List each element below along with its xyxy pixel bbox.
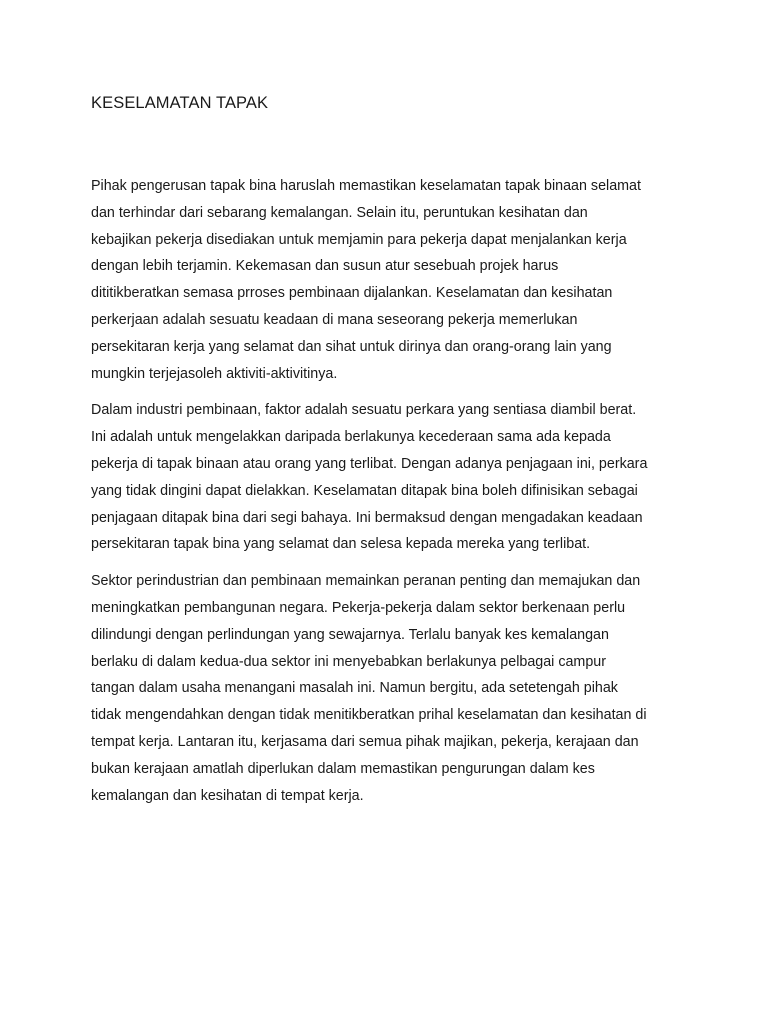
- text-line: tempat kerja. Lantaran itu, kerjasama dari semua pihak majikan, pekerja, kerajaan dan: [91, 733, 639, 750]
- text-line: dan terhindar dari sebarang kemalangan. Selain itu, peruntukan kesihatan dan: [91, 204, 588, 221]
- text-line: meningkatkan pembangunan negara. Pekerja-pekerja dalam sektor berkenaan perlu: [91, 599, 626, 616]
- text-line: mungkin terjejasoleh aktiviti-aktivitinya.: [91, 365, 338, 382]
- text-line: dilindungi dengan perlindungan yang sewajarnya. Terlalu banyak kes kemalangan: [91, 626, 609, 643]
- text-line: Dalam industri pembinaan, faktor adalah sesuatu perkara yang sentiasa diambil berat.: [91, 402, 637, 419]
- document-content: [91, 92, 691, 819]
- text-line: perkerjaan adalah sesuatu keadaan di mana seseorang pekerja memerlukan: [91, 311, 578, 328]
- text-line: kebajikan pekerja disediakan untuk memjamin para pekerja dapat menjalankan kerja: [91, 231, 627, 248]
- text-line: bukan kerajaan amatlah diperlukan dalam memastikan pengurungan dalam kes: [91, 760, 595, 777]
- paragraph-2: [91, 397, 691, 558]
- text-line: yang tidak dingini dapat dielakkan. Keselamatan ditapak bina boleh difinisikan sebagai: [91, 482, 638, 499]
- text-line: dengan lebih terjamin. Kekemasan dan susun atur sesebuah projek harus: [91, 258, 559, 275]
- text-line: penjagaan ditapak bina dari segi bahaya. Ini bermaksud dengan mengadakan keadaan: [91, 509, 643, 526]
- text-line: Sektor perindustrian dan pembinaan memainkan peranan penting dan memajukan dan: [91, 573, 641, 590]
- document-title: KESELAMATAN TAPAK: [91, 94, 269, 112]
- text-line: tangan dalam usaha menangani masalah ini. Namun bergitu, ada setetengah pihak: [91, 680, 618, 697]
- text-line: Pihak pengerusan tapak bina haruslah memastikan keselamatan tapak binaan selamat: [91, 178, 641, 194]
- text-line: dititikberatkan semasa prroses pembinaan dijalankan. Keselamatan dan kesihatan: [91, 285, 613, 302]
- text-line: Ini adalah untuk mengelakkan daripada berlakunya kecederaan sama ada kepada: [91, 429, 611, 446]
- text-line: berlaku di dalam kedua-dua sektor ini menyebabkan berlakunya pelbagai campur: [91, 653, 607, 670]
- text-line: pekerja di tapak binaan atau orang yang terlibat. Dengan adanya penjagaan ini, perkara: [91, 455, 648, 472]
- text-line: persekitaran kerja yang selamat dan sihat untuk dirinya dan orang-orang lain yang: [91, 338, 612, 355]
- paragraph-3: [91, 568, 691, 809]
- text-line: tidak mengendahkan dengan tidak menitikberatkan prihal keselamatan dan kesihatan di: [91, 707, 647, 724]
- paragraph-1: [91, 173, 691, 387]
- text-line: kemalangan dan kesihatan di tempat kerja.: [91, 787, 364, 804]
- text-line: persekitaran tapak bina yang selamat dan selesa kepada mereka yang terlibat.: [91, 536, 591, 553]
